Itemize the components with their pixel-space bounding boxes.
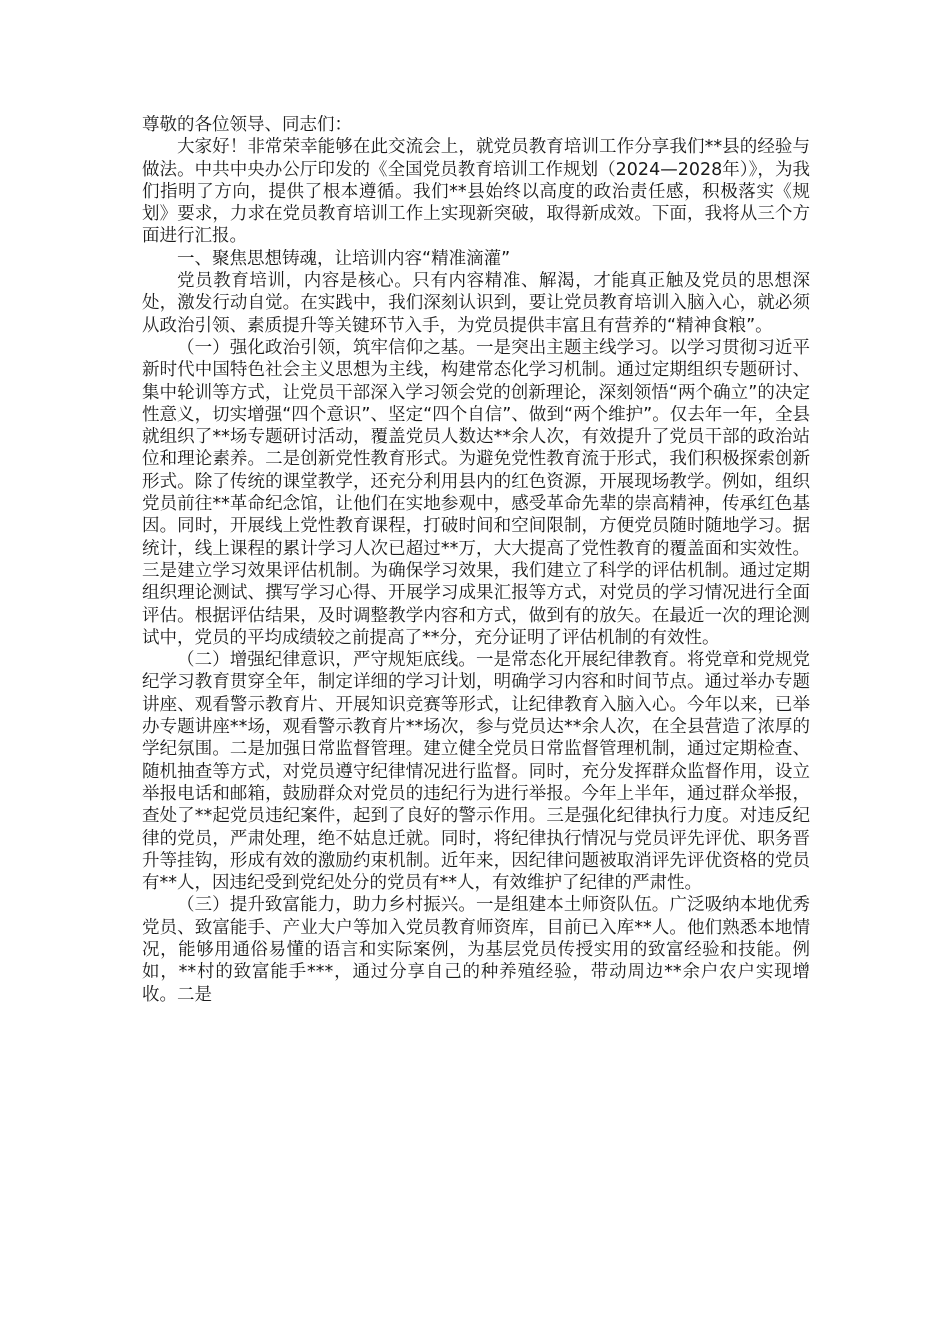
subsection-2-paragraph: （二）增强纪律意识，严守规矩底线。一是常态化开展纪律教育。将党章和党规党纪学习教育贯穿全年，制定详细的学习计划，明确学习内容和时间节点。通过举办专题讲座、观看警示教育片、开展知识竞赛等形式，让纪律教育入脑入心。今年以来，已举办专题讲座**场，观看警示教育片**场次，参与党员达**余人次，在全县营造了浓厚的学纪氛围。二是加强日常监督管理。建立健全党员日常监督管理机制，通过定期检查、随机抽查等方式，对党员遵守纪律情况进行监督。同时，充分发挥群众监督作用，设立举报电话和邮箱，鼓励群众对党员的违纪行为进行举报。今年上半年，通过群众举报，查处了**起党员违纪案件，起到了良好的警示作用。三是强化纪律执行力度。对违反纪律的党员，严肃处理，绝不姑息迁就。同时，将纪律执行情况与党员评先评优、职务晋升等挂钩，形成有效的激励约束机制。近年来，因纪律问题被取消评先评优资格的党员有**人，因违纪受到党纪处分的党员有**人，有效维护了纪律的严肃性。 bbox=[142, 650, 810, 894]
opening-paragraph: 大家好！非常荣幸能够在此交流会上，就党员教育培训工作分享我们**县的经验与做法。中共中央办公厅印发的《全国党员教育培训工作规划（2024—2028年）》，为我们指明了方向，提供了根本遵循。我们**县始终以高度的政治责任感，积极落实《规划》要求，力求在党员教育培训工作上实现新突破，取得新成效。下面，我将从三个方面进行汇报。 bbox=[142, 137, 810, 247]
subsection-3-paragraph: （三）提升致富能力，助力乡村振兴。一是组建本土师资队伍。广泛吸纳本地优秀党员、致富能手、产业大户等加入党员教育师资库，目前已入库**人。他们熟悉本地情况，能够用通俗易懂的语言和实际案例，为基层党员传授实用的致富经验和技能。例如，**村的致富能手***，通过分享自己的种养殖经验，带动周边**余户农户实现增收。二是 bbox=[142, 895, 810, 1005]
subsection-1-paragraph: （一）强化政治引领，筑牢信仰之基。一是突出主题主线学习。以学习贯彻习近平新时代中国特色社会主义思想为主线，构建常态化学习机制。通过定期组织专题研讨、集中轮训等方式，让党员干部深入学习领会党的创新理论，深刻领悟“两个确立”的决定性意义，切实增强“四个意识”、坚定“四个自信”、做到“两个维护”。仅去年一年，全县就组织了**场专题研讨活动，覆盖党员人数达**余人次，有效提升了党员干部的政治站位和理论素养。二是创新党性教育形式。为避免党性教育流于形式，我们积极探索创新形式。除了传统的课堂教学，还充分利用县内的红色资源，开展现场教学。例如，组织党员前往**革命纪念馆，让他们在实地参观中，感受革命先辈的崇高精神，传承红色基因。同时，开展线上党性教育课程，打破时间和空间限制，方便党员随时随地学习。据统计，线上课程的累计学习人次已超过**万，大大提高了党性教育的覆盖面和实效性。三是建立学习效果评估机制。为确保学习效果，我们建立了科学的评估机制。通过定期组织理论测试、撰写学习心得、开展学习成果汇报等方式，对党员的学习情况进行全面评估。根据评估结果，及时调整教学内容和方式，做到有的放矢。在最近一次的理论测试中，党员的平均成绩较之前提高了**分，充分证明了评估机制的有效性。 bbox=[142, 337, 810, 648]
document-page bbox=[142, 114, 810, 1006]
section-1-intro-paragraph: 党员教育培训，内容是核心。只有内容精准、解渴，才能真正触及党员的思想深处，激发行动自觉。在实践中，我们深刻认识到，要让党员教育培训入脑入心，就必须从政治引领、素质提升等关键环节入手，为党员提供丰富且有营养的“精神食粮”。 bbox=[142, 271, 810, 336]
section-heading-1: 一、聚焦思想铸魂，让培训内容“精准滴灌” bbox=[177, 248, 511, 269]
salutation: 尊敬的各位领导、同志们： bbox=[142, 115, 352, 135]
